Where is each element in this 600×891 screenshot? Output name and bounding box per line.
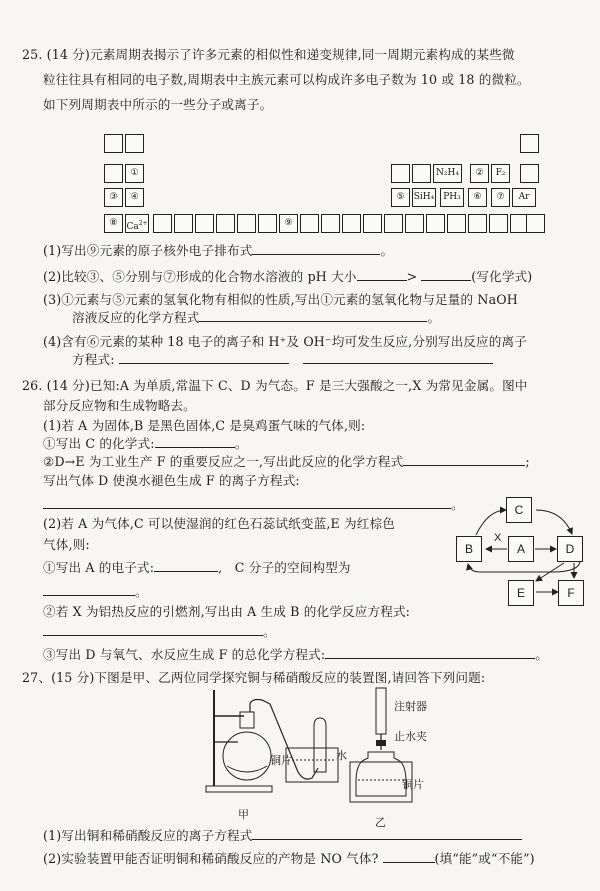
label-x: X bbox=[494, 532, 502, 544]
node-b: B bbox=[456, 536, 482, 562]
q27-sub2-hint: (填“能”或“不能”) bbox=[434, 851, 535, 866]
table-cell-sih4: SiH₄ bbox=[412, 188, 436, 207]
table-cell bbox=[104, 164, 123, 183]
label-copper-a: 铜片 bbox=[270, 754, 292, 767]
q26-line4 bbox=[43, 436, 247, 452]
table-cell bbox=[520, 134, 539, 153]
arrow-b-c bbox=[476, 510, 506, 535]
table-cell bbox=[468, 214, 487, 233]
table-cell-3: ③ bbox=[104, 188, 123, 207]
label-syringe: 注射器 bbox=[394, 700, 427, 713]
q25-sub2-end: (写化学式) bbox=[471, 269, 533, 284]
table-cell bbox=[321, 214, 340, 233]
table-cell bbox=[153, 214, 172, 233]
answer-blank[interactable] bbox=[154, 560, 218, 572]
table-cell bbox=[405, 214, 424, 233]
q25-sub4a: (4)含有⑥元素的某种 18 电子的离子和 H⁺及 OH⁻均可发生反应,分别写出反应的离子 bbox=[43, 334, 528, 349]
answer-blank[interactable] bbox=[421, 269, 471, 281]
table-cell-5: ⑤ bbox=[391, 188, 410, 207]
table-cell bbox=[104, 134, 123, 153]
node-c: C bbox=[506, 497, 532, 523]
table-cell-ph3: PH₃ bbox=[440, 188, 464, 207]
q25-line3: 如下列周期表中所示的一些分子或离子。 bbox=[43, 97, 273, 112]
q25-line2: 粒往往具有相同的电子数,周期表中主族元素可以构成许多电子数为 10 或 18 的微粒。 bbox=[43, 72, 530, 87]
q26-line5 bbox=[43, 454, 530, 470]
table-cell-f2: F₂ bbox=[491, 164, 510, 183]
q26-line5-text: ②D→E 为工业生产 F 的重要反应之一,写出此反应的化学方程式 bbox=[43, 454, 404, 469]
table-cell bbox=[426, 214, 445, 233]
table-cell bbox=[363, 214, 382, 233]
node-e: E bbox=[508, 580, 534, 606]
node-f: F bbox=[558, 580, 584, 606]
table-cell bbox=[237, 214, 256, 233]
q26-line13-end: 。 bbox=[263, 624, 276, 639]
q25-sub4b-text: 方程式: bbox=[72, 352, 115, 367]
flask-liquid bbox=[227, 766, 267, 772]
q26-line10-b: , C 分子的空间构型为 bbox=[218, 560, 351, 575]
answer-blank[interactable] bbox=[43, 497, 451, 509]
table-cell bbox=[526, 214, 545, 233]
answer-blank[interactable] bbox=[403, 454, 525, 466]
q27-line1: 27、(15 分)下图是甲、乙两位同学探究铜与稀硝酸反应的装置图,请回答下列问题: bbox=[22, 670, 486, 685]
table-cell-ca bbox=[125, 214, 149, 233]
node-d: D bbox=[557, 536, 583, 562]
flask-neck bbox=[240, 712, 254, 728]
table-cell bbox=[216, 214, 235, 233]
answer-blank[interactable] bbox=[119, 352, 289, 364]
q25-line1: 25. (14 分)元素周期表揭示了许多元素的相似性和递变规律,同一周期元素构成的某些微 bbox=[22, 47, 515, 62]
test-tube bbox=[314, 718, 326, 772]
table-cell bbox=[412, 164, 431, 183]
answer-blank[interactable] bbox=[252, 828, 522, 840]
table-cell-1: ① bbox=[125, 164, 144, 183]
q26-line14-end: 。 bbox=[535, 647, 549, 662]
q26-line11 bbox=[43, 584, 148, 600]
q26-line2: 部分反应物和生成物略去。 bbox=[43, 398, 196, 413]
answer-blank[interactable] bbox=[155, 436, 235, 448]
table-cell bbox=[447, 214, 466, 233]
q25-sub2-gt: > bbox=[406, 269, 418, 284]
q26-line3: (1)若 A 为固体,B 是黑色固体,C 是臭鸡蛋气味的气体,则: bbox=[43, 418, 366, 433]
q26-line9: 气体,则: bbox=[43, 537, 90, 552]
table-cell bbox=[195, 214, 214, 233]
table-cell-n2h4: N₂H₄ bbox=[433, 164, 462, 183]
q26-line14-text: ③写出 D 与氧气、水反应生成 F 的总化学方程式: bbox=[43, 647, 326, 662]
q26-line4-text: ①写出 C 的化学式: bbox=[43, 436, 155, 451]
label-jia: 甲 bbox=[238, 808, 249, 821]
answer-blank[interactable] bbox=[252, 243, 380, 255]
table-cell-7: ⑦ bbox=[491, 188, 510, 207]
flask-b bbox=[356, 752, 406, 796]
table-cell bbox=[489, 214, 508, 233]
q27-sub2 bbox=[43, 851, 535, 867]
node-a: A bbox=[508, 536, 534, 562]
ca-symbol: Ca bbox=[126, 222, 139, 232]
q26-line10 bbox=[43, 560, 351, 576]
label-clamp: 止水夹 bbox=[394, 730, 427, 743]
q26-line13 bbox=[43, 624, 276, 640]
q26-line4-end: 。 bbox=[234, 436, 248, 451]
table-cell-4: ④ bbox=[125, 188, 144, 207]
table-cell bbox=[391, 164, 410, 183]
answer-blank[interactable] bbox=[199, 310, 427, 322]
q25-sub2-text: (2)比较③、⑤分别与⑦形成的化合物水溶液的 pH 大小 bbox=[43, 269, 357, 284]
q27-sub1 bbox=[43, 828, 522, 844]
table-cell bbox=[174, 214, 193, 233]
q25-sub2 bbox=[43, 269, 532, 285]
q26-line12: ②若 X 为铝热反应的引燃剂,写出由 A 生成 B 的化学反应方程式: bbox=[43, 604, 411, 619]
q27-sub1-text: (1)写出铜和稀硝酸反应的离子方程式 bbox=[43, 828, 253, 843]
table-cell-6: ⑥ bbox=[468, 188, 487, 207]
arrow-c-d bbox=[536, 510, 572, 534]
q25-sub3b bbox=[72, 310, 440, 326]
q27-sub2-text: (2)实验装置甲能否证明铜和稀硝酸反应的产物是 NO 气体? bbox=[43, 851, 379, 866]
q25-sub1-end: 。 bbox=[380, 243, 394, 258]
stopcock bbox=[376, 740, 386, 746]
q25-sub4b bbox=[72, 352, 493, 368]
table-cell bbox=[384, 214, 403, 233]
q26-line5-end: ; bbox=[525, 454, 530, 469]
label-water: 水 bbox=[336, 749, 347, 762]
q25-sub3b-end: 。 bbox=[427, 310, 441, 325]
stand-base bbox=[206, 786, 272, 792]
table-cell bbox=[258, 214, 277, 233]
q25-sub3b-text: 溶液反应的化学方程式 bbox=[72, 310, 200, 325]
table-cell bbox=[520, 164, 539, 183]
table-cell-8: ⑧ bbox=[104, 214, 123, 233]
answer-blank[interactable] bbox=[43, 584, 135, 596]
q25-sub1 bbox=[43, 243, 393, 259]
q26-line8: (2)若 A 为气体,C 可以使湿润的红色石蕊试纸变蓝,E 为红棕色 bbox=[43, 516, 395, 531]
table-cell bbox=[300, 214, 319, 233]
answer-blank[interactable] bbox=[357, 269, 407, 281]
q26-line6: 写出气体 D 使溴水褪色生成 F 的离子方程式: bbox=[43, 473, 300, 488]
q26-line7-end: 。 bbox=[451, 497, 464, 512]
q26-line11-end: 。 bbox=[135, 584, 148, 599]
q26-line10-a: ①写出 A 的电子式: bbox=[43, 560, 155, 575]
table-cell-2: ② bbox=[470, 164, 489, 183]
table-cell-9: ⑨ bbox=[279, 214, 298, 233]
flask-bulb bbox=[223, 732, 271, 780]
answer-blank[interactable] bbox=[383, 851, 435, 863]
q26-line1: 26. (14 分)已知:A 为单质,常温下 C、D 为气态。F 是三大强酸之一,X 为常见金属。图中 bbox=[22, 378, 528, 393]
q25-sub1-text: (1)写出⑨元素的原子核外电子排布式 bbox=[43, 243, 253, 258]
table-cell bbox=[342, 214, 361, 233]
q25-sub3a: (3)①元素与⑤元素的氢氧化物有相似的性质,写出①元素的氢氧化物与足量的 NaOH bbox=[43, 292, 518, 307]
q26-line14 bbox=[43, 647, 548, 663]
answer-blank[interactable] bbox=[43, 624, 263, 636]
ca-charge: 2+ bbox=[138, 220, 148, 227]
answer-blank[interactable] bbox=[303, 352, 493, 364]
answer-blank[interactable] bbox=[325, 647, 535, 659]
label-copper-b: 铜片 bbox=[402, 778, 424, 791]
syringe-body bbox=[376, 688, 386, 734]
table-cell bbox=[125, 134, 144, 153]
table-cell-ar: Ar bbox=[512, 188, 536, 207]
q26-line7 bbox=[43, 497, 464, 513]
label-yi: 乙 bbox=[375, 816, 386, 829]
